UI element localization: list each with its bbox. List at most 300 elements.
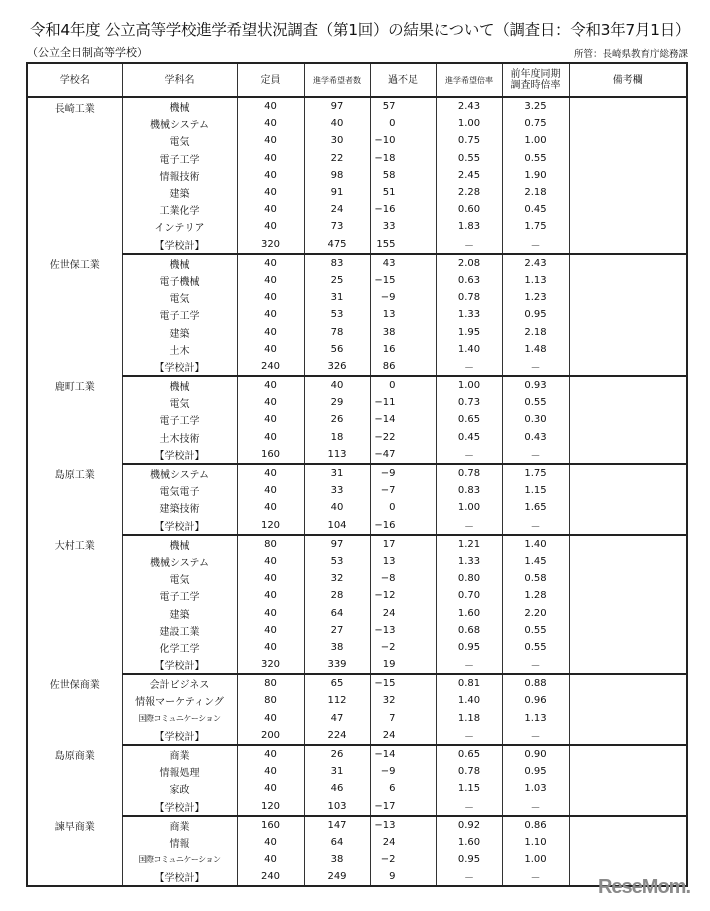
table-row — [27, 604, 687, 621]
applicants-cell: 56 — [304, 341, 370, 358]
remarks-cell — [569, 272, 687, 289]
capacity-cell: 160 — [237, 446, 304, 464]
ratio-cell: － — [436, 517, 502, 535]
prev-ratio-cell: － — [502, 727, 569, 745]
prev-ratio-cell: 2.18 — [502, 184, 569, 201]
ratio-cell: 0.70 — [436, 587, 502, 604]
ratio-cell: 0.68 — [436, 622, 502, 639]
capacity-cell: 40 — [237, 289, 304, 306]
surplus-cell: −2 — [370, 851, 436, 868]
surplus-cell: 17 — [370, 535, 436, 553]
remarks-cell — [569, 499, 687, 516]
capacity-cell: 40 — [237, 429, 304, 446]
surplus-cell: 0 — [370, 499, 436, 516]
resemom-logo: ReseMom. — [597, 876, 690, 898]
remarks-cell — [569, 482, 687, 499]
ratio-cell: 1.33 — [436, 553, 502, 570]
applicants-cell: 22 — [304, 150, 370, 167]
prev-ratio-cell: － — [502, 798, 569, 816]
department-cell: 【学校計】 — [122, 517, 237, 535]
ratio-cell: 0.45 — [436, 429, 502, 446]
table-row — [27, 429, 687, 446]
surplus-cell: 155 — [370, 236, 436, 254]
remarks-cell — [569, 132, 687, 149]
table-row — [27, 851, 687, 868]
remarks-cell — [569, 816, 687, 834]
prev-ratio-cell: 0.95 — [502, 763, 569, 780]
ratio-cell: 0.95 — [436, 639, 502, 656]
applicants-cell: 64 — [304, 604, 370, 621]
prev-ratio-cell: 0.90 — [502, 745, 569, 763]
prev-ratio-cell: 1.23 — [502, 289, 569, 306]
table-row — [27, 780, 687, 797]
ratio-cell: 1.40 — [436, 692, 502, 709]
remarks-cell — [569, 306, 687, 323]
applicants-cell: 31 — [304, 289, 370, 306]
header-school: 学校名 — [27, 63, 122, 97]
prev-ratio-cell: 2.20 — [502, 604, 569, 621]
prev-ratio-cell: 0.55 — [502, 394, 569, 411]
ratio-cell: 2.08 — [436, 254, 502, 272]
surplus-cell: −16 — [370, 201, 436, 218]
applicants-cell: 25 — [304, 272, 370, 289]
capacity-cell: 40 — [237, 184, 304, 201]
capacity-cell: 40 — [237, 254, 304, 272]
prev-ratio-cell: － — [502, 868, 569, 886]
ratio-cell: － — [436, 236, 502, 254]
header-remarks: 備考欄 — [569, 63, 687, 97]
applicants-cell: 40 — [304, 376, 370, 394]
remarks-cell — [569, 236, 687, 254]
table-row — [27, 834, 687, 851]
capacity-cell: 40 — [237, 394, 304, 411]
capacity-cell: 80 — [237, 692, 304, 709]
school-name-cell: 佐世保工業 — [27, 254, 122, 376]
prev-ratio-cell: 1.13 — [502, 710, 569, 727]
capacity-cell: 40 — [237, 132, 304, 149]
department-cell: 工業化学 — [122, 201, 237, 218]
surplus-cell: −11 — [370, 394, 436, 411]
department-cell: 電気 — [122, 394, 237, 411]
remarks-cell — [569, 570, 687, 587]
table-row — [27, 745, 687, 763]
department-cell: 【学校計】 — [122, 727, 237, 745]
remarks-cell — [569, 604, 687, 621]
surplus-cell: 0 — [370, 115, 436, 132]
ratio-cell: 0.95 — [436, 851, 502, 868]
department-label: 所管：長崎県教育庁総務課 — [573, 49, 688, 60]
capacity-cell: 40 — [237, 622, 304, 639]
department-cell: 【学校計】 — [122, 358, 237, 376]
table-row — [27, 816, 687, 834]
table-row — [27, 272, 687, 289]
surplus-cell: 7 — [370, 710, 436, 727]
page-title: 令和4年度 公立高等学校進学希望状況調査（第1回）の結果について（調査日：令和3年7月1日） — [30, 21, 691, 39]
department-cell: 機械システム — [122, 553, 237, 570]
table-row — [27, 306, 687, 323]
table-row — [27, 553, 687, 570]
ratio-cell: 1.18 — [436, 710, 502, 727]
department-cell: 電気 — [122, 289, 237, 306]
remarks-cell — [569, 639, 687, 656]
surplus-cell: 86 — [370, 358, 436, 376]
capacity-cell: 320 — [237, 236, 304, 254]
applicants-cell: 29 — [304, 394, 370, 411]
surplus-cell: −13 — [370, 816, 436, 834]
applicants-cell: 38 — [304, 851, 370, 868]
applicants-cell: 98 — [304, 167, 370, 184]
school-total-row — [27, 656, 687, 674]
table-row — [27, 763, 687, 780]
prev-ratio-cell: － — [502, 517, 569, 535]
department-cell: 機械 — [122, 97, 237, 115]
school-name-cell: 島原工業 — [27, 464, 122, 535]
surplus-cell: 32 — [370, 692, 436, 709]
capacity-cell: 40 — [237, 115, 304, 132]
surplus-cell: 33 — [370, 218, 436, 235]
capacity-cell: 240 — [237, 868, 304, 886]
capacity-cell: 40 — [237, 710, 304, 727]
remarks-cell — [569, 201, 687, 218]
department-cell: 電子機械 — [122, 272, 237, 289]
remarks-cell — [569, 834, 687, 851]
applicants-cell: 18 — [304, 429, 370, 446]
results-table — [26, 62, 688, 887]
department-cell: 【学校計】 — [122, 236, 237, 254]
table-row — [27, 115, 687, 132]
ratio-cell: 0.75 — [436, 132, 502, 149]
ratio-cell: 1.60 — [436, 604, 502, 621]
department-cell: 電気電子 — [122, 482, 237, 499]
table-row — [27, 341, 687, 358]
applicants-cell: 224 — [304, 727, 370, 745]
ratio-cell: 0.65 — [436, 745, 502, 763]
capacity-cell: 40 — [237, 201, 304, 218]
applicants-cell: 28 — [304, 587, 370, 604]
department-cell: 商業 — [122, 816, 237, 834]
ratio-cell: － — [436, 868, 502, 886]
surplus-cell: 24 — [370, 604, 436, 621]
prev-ratio-cell: 0.30 — [502, 411, 569, 428]
applicants-cell: 32 — [304, 570, 370, 587]
school-total-row — [27, 727, 687, 745]
prev-ratio-cell: 1.48 — [502, 341, 569, 358]
surplus-cell: −15 — [370, 674, 436, 692]
department-cell: 会計ビジネス — [122, 674, 237, 692]
applicants-cell: 24 — [304, 201, 370, 218]
capacity-cell: 40 — [237, 639, 304, 656]
applicants-cell: 64 — [304, 834, 370, 851]
table-row — [27, 150, 687, 167]
school-total-row — [27, 517, 687, 535]
department-cell: 国際コミュニケーション — [122, 710, 237, 727]
prev-ratio-cell: 1.10 — [502, 834, 569, 851]
surplus-cell: −9 — [370, 464, 436, 482]
ratio-cell: 0.83 — [436, 482, 502, 499]
school-total-row — [27, 798, 687, 816]
capacity-cell: 80 — [237, 674, 304, 692]
department-cell: 機械 — [122, 376, 237, 394]
remarks-cell — [569, 411, 687, 428]
ratio-cell: － — [436, 727, 502, 745]
ratio-cell: － — [436, 446, 502, 464]
surplus-cell: 24 — [370, 834, 436, 851]
remarks-cell — [569, 341, 687, 358]
capacity-cell: 120 — [237, 798, 304, 816]
header-department: 学科名 — [122, 63, 237, 97]
surplus-cell: 13 — [370, 306, 436, 323]
table-row — [27, 97, 687, 115]
surplus-cell: 51 — [370, 184, 436, 201]
applicants-cell: 40 — [304, 115, 370, 132]
school-name-cell: 大村工業 — [27, 535, 122, 675]
remarks-cell — [569, 622, 687, 639]
table-row — [27, 570, 687, 587]
remarks-cell — [569, 115, 687, 132]
surplus-cell: 57 — [370, 97, 436, 115]
surplus-cell: −22 — [370, 429, 436, 446]
surplus-cell: −9 — [370, 289, 436, 306]
applicants-cell: 65 — [304, 674, 370, 692]
applicants-cell: 112 — [304, 692, 370, 709]
ratio-cell: 1.60 — [436, 834, 502, 851]
applicants-cell: 40 — [304, 499, 370, 516]
prev-ratio-cell: 2.43 — [502, 254, 569, 272]
department-cell: 情報マーケティング — [122, 692, 237, 709]
capacity-cell: 40 — [237, 323, 304, 340]
department-cell: インテリア — [122, 218, 237, 235]
applicants-cell: 47 — [304, 710, 370, 727]
applicants-cell: 38 — [304, 639, 370, 656]
prev-ratio-cell: 1.28 — [502, 587, 569, 604]
ratio-cell: 1.00 — [436, 499, 502, 516]
capacity-cell: 40 — [237, 763, 304, 780]
capacity-cell: 200 — [237, 727, 304, 745]
surplus-cell: 13 — [370, 553, 436, 570]
department-cell: 化学工学 — [122, 639, 237, 656]
department-cell: 商業 — [122, 745, 237, 763]
department-cell: 【学校計】 — [122, 446, 237, 464]
department-cell: 情報技術 — [122, 167, 237, 184]
ratio-cell: 2.43 — [436, 97, 502, 115]
capacity-cell: 40 — [237, 411, 304, 428]
department-cell: 【学校計】 — [122, 656, 237, 674]
table-body — [27, 97, 687, 886]
remarks-cell — [569, 763, 687, 780]
surplus-cell: 0 — [370, 376, 436, 394]
school-total-row — [27, 236, 687, 254]
applicants-cell: 26 — [304, 745, 370, 763]
surplus-cell: 43 — [370, 254, 436, 272]
applicants-cell: 147 — [304, 816, 370, 834]
school-total-row — [27, 868, 687, 886]
capacity-cell: 160 — [237, 816, 304, 834]
ratio-cell: 0.63 — [436, 272, 502, 289]
department-cell: 機械システム — [122, 115, 237, 132]
prev-ratio-cell: 0.88 — [502, 674, 569, 692]
capacity-cell: 40 — [237, 376, 304, 394]
table-row — [27, 254, 687, 272]
surplus-cell: 19 — [370, 656, 436, 674]
surplus-cell: −10 — [370, 132, 436, 149]
remarks-cell — [569, 289, 687, 306]
applicants-cell: 31 — [304, 464, 370, 482]
remarks-cell — [569, 394, 687, 411]
applicants-cell: 103 — [304, 798, 370, 816]
applicants-cell: 339 — [304, 656, 370, 674]
ratio-cell: 2.45 — [436, 167, 502, 184]
department-cell: 土木 — [122, 341, 237, 358]
applicants-cell: 91 — [304, 184, 370, 201]
surplus-cell: −14 — [370, 745, 436, 763]
surplus-cell: 9 — [370, 868, 436, 886]
applicants-cell: 475 — [304, 236, 370, 254]
prev-ratio-cell: 3.25 — [502, 97, 569, 115]
ratio-cell: 0.78 — [436, 464, 502, 482]
ratio-cell: 0.65 — [436, 411, 502, 428]
surplus-cell: −13 — [370, 622, 436, 639]
surplus-cell: −15 — [370, 272, 436, 289]
prev-ratio-cell: 0.43 — [502, 429, 569, 446]
table-row — [27, 376, 687, 394]
ratio-cell: 1.00 — [436, 115, 502, 132]
prev-ratio-cell: 0.75 — [502, 115, 569, 132]
header-capacity: 定員 — [237, 63, 304, 97]
department-cell: 土木技術 — [122, 429, 237, 446]
ratio-cell: 0.80 — [436, 570, 502, 587]
prev-ratio-cell: 2.18 — [502, 323, 569, 340]
ratio-cell: － — [436, 358, 502, 376]
remarks-cell — [569, 587, 687, 604]
header-ratio: 進学希望倍率 — [436, 63, 502, 97]
applicants-cell: 326 — [304, 358, 370, 376]
surplus-cell: 24 — [370, 727, 436, 745]
table-row — [27, 132, 687, 149]
department-cell: 電子工学 — [122, 411, 237, 428]
ratio-cell: 1.00 — [436, 376, 502, 394]
ratio-cell: 1.95 — [436, 323, 502, 340]
prev-ratio-cell: 0.58 — [502, 570, 569, 587]
capacity-cell: 40 — [237, 272, 304, 289]
prev-ratio-cell: － — [502, 446, 569, 464]
capacity-cell: 80 — [237, 535, 304, 553]
table-row — [27, 201, 687, 218]
department-cell: 建築技術 — [122, 499, 237, 516]
remarks-cell — [569, 323, 687, 340]
department-cell: 電子工学 — [122, 150, 237, 167]
capacity-cell: 40 — [237, 464, 304, 482]
prev-ratio-cell: － — [502, 358, 569, 376]
remarks-cell — [569, 674, 687, 692]
school-name-cell: 鹿町工業 — [27, 376, 122, 464]
table-row — [27, 289, 687, 306]
prev-ratio-cell: － — [502, 236, 569, 254]
applicants-cell: 53 — [304, 306, 370, 323]
prev-ratio-cell: 0.55 — [502, 150, 569, 167]
table-row — [27, 394, 687, 411]
table-row — [27, 535, 687, 553]
page-subtitle: （公立全日制高等学校） — [27, 46, 148, 59]
table-row — [27, 167, 687, 184]
applicants-cell: 26 — [304, 411, 370, 428]
capacity-cell: 40 — [237, 851, 304, 868]
table-row — [27, 587, 687, 604]
capacity-cell: 40 — [237, 97, 304, 115]
prev-ratio-cell: 0.93 — [502, 376, 569, 394]
table-row — [27, 482, 687, 499]
school-name-cell: 長崎工業 — [27, 97, 122, 254]
capacity-cell: 40 — [237, 553, 304, 570]
surplus-cell: −2 — [370, 639, 436, 656]
remarks-cell — [569, 710, 687, 727]
capacity-cell: 40 — [237, 587, 304, 604]
prev-ratio-cell: 1.03 — [502, 780, 569, 797]
school-total-row — [27, 358, 687, 376]
ratio-cell: 0.60 — [436, 201, 502, 218]
remarks-cell — [569, 692, 687, 709]
capacity-cell: 40 — [237, 780, 304, 797]
remarks-cell — [569, 464, 687, 482]
ratio-cell: 0.73 — [436, 394, 502, 411]
header-applicants: 進学希望者数 — [304, 63, 370, 97]
capacity-cell: 40 — [237, 834, 304, 851]
table-row — [27, 323, 687, 340]
surplus-cell: −16 — [370, 517, 436, 535]
table-row — [27, 622, 687, 639]
prev-ratio-cell: 1.45 — [502, 553, 569, 570]
capacity-cell: 40 — [237, 341, 304, 358]
prev-ratio-cell: 0.55 — [502, 639, 569, 656]
surplus-cell: 38 — [370, 323, 436, 340]
capacity-cell: 40 — [237, 306, 304, 323]
applicants-cell: 78 — [304, 323, 370, 340]
ratio-cell: 2.28 — [436, 184, 502, 201]
department-cell: 電気 — [122, 132, 237, 149]
department-cell: 情報 — [122, 834, 237, 851]
ratio-cell: 1.40 — [436, 341, 502, 358]
prev-ratio-cell: 1.75 — [502, 218, 569, 235]
capacity-cell: 120 — [237, 517, 304, 535]
table-header-row — [27, 63, 687, 97]
remarks-cell — [569, 218, 687, 235]
prev-ratio-cell: 0.86 — [502, 816, 569, 834]
surplus-cell: 58 — [370, 167, 436, 184]
surplus-cell: 16 — [370, 341, 436, 358]
applicants-cell: 73 — [304, 218, 370, 235]
applicants-cell: 104 — [304, 517, 370, 535]
remarks-cell — [569, 446, 687, 464]
capacity-cell: 40 — [237, 150, 304, 167]
table-row — [27, 639, 687, 656]
remarks-cell — [569, 535, 687, 553]
prev-ratio-cell: － — [502, 656, 569, 674]
capacity-cell: 40 — [237, 745, 304, 763]
prev-ratio-cell: 1.00 — [502, 132, 569, 149]
surplus-cell: −14 — [370, 411, 436, 428]
applicants-cell: 33 — [304, 482, 370, 499]
remarks-cell — [569, 376, 687, 394]
remarks-cell — [569, 780, 687, 797]
department-cell: 建築 — [122, 184, 237, 201]
table-row — [27, 674, 687, 692]
table-row — [27, 464, 687, 482]
ratio-cell: 0.81 — [436, 674, 502, 692]
surplus-cell: −7 — [370, 482, 436, 499]
ratio-cell: － — [436, 656, 502, 674]
ratio-cell: 1.83 — [436, 218, 502, 235]
remarks-cell — [569, 851, 687, 868]
capacity-cell: 40 — [237, 167, 304, 184]
